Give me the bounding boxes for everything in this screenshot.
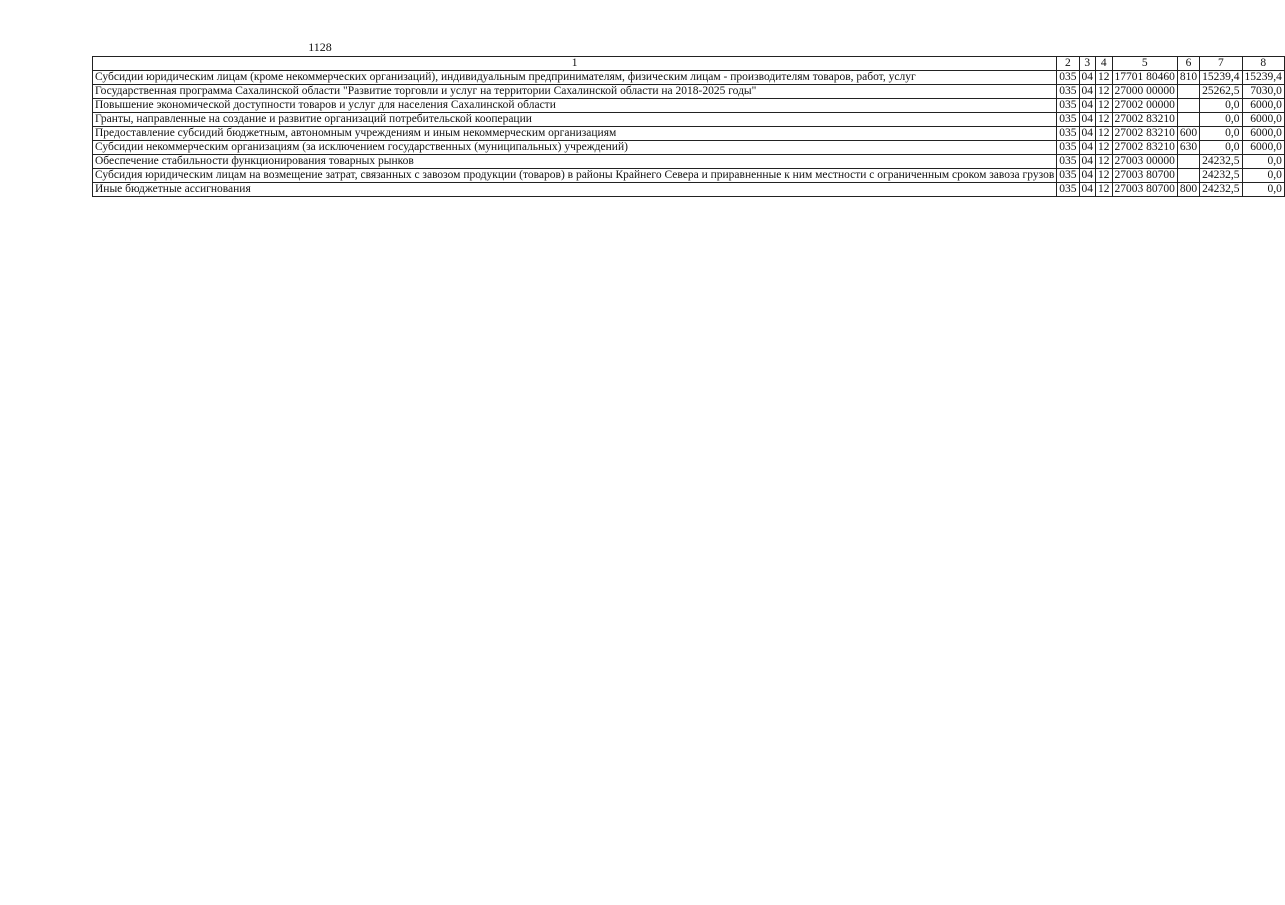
cell-amount-col8: 15239,4 (1242, 71, 1284, 85)
cell-target-article: 27003 80700 (1112, 169, 1177, 183)
cell-amount-col8: 0,0 (1242, 183, 1284, 197)
page-number: 1128 (308, 40, 332, 54)
cell-target-article: 27002 00000 (1112, 99, 1177, 113)
cell-section: 04 (1079, 127, 1096, 141)
cell-amount-col7: 24232,5 (1200, 183, 1242, 197)
cell-amount-col8: 6000,0 (1242, 141, 1284, 155)
cell-section: 04 (1079, 113, 1096, 127)
cell-section: 04 (1079, 183, 1096, 197)
cell-ministry-code: 035 (1057, 71, 1079, 85)
cell-section: 04 (1079, 85, 1096, 99)
cell-amount-col8: 6000,0 (1242, 127, 1284, 141)
column-header: 6 (1177, 57, 1199, 71)
cell-ministry-code: 035 (1057, 141, 1079, 155)
cell-target-article: 27003 80700 (1112, 183, 1177, 197)
cell-section: 04 (1079, 141, 1096, 155)
cell-subsection: 12 (1096, 183, 1113, 197)
cell-subsection: 12 (1096, 113, 1113, 127)
table-row (93, 99, 1285, 113)
row-description: Государственная программа Сахалинской области "Развитие торговли и услуг на территории Сахалинской области на 2018-2025 годы" (93, 85, 1057, 99)
table-row (93, 71, 1285, 85)
cell-amount-col7: 0,0 (1200, 99, 1242, 113)
table-row (93, 141, 1285, 155)
row-description: Предоставление субсидий бюджетным, автономным учреждениям и иным некоммерческим организациям (93, 127, 1057, 141)
cell-amount-col8: 6000,0 (1242, 99, 1284, 113)
cell-amount-col8: 0,0 (1242, 169, 1284, 183)
cell-section: 04 (1079, 169, 1096, 183)
cell-target-article: 27000 00000 (1112, 85, 1177, 99)
cell-target-article: 27002 83210 (1112, 113, 1177, 127)
table-row (93, 127, 1285, 141)
table-row (93, 155, 1285, 169)
cell-target-article: 17701 80460 (1112, 71, 1177, 85)
cell-target-article: 27003 00000 (1112, 155, 1177, 169)
cell-expense-type: 630 (1177, 141, 1199, 155)
cell-subsection: 12 (1096, 85, 1113, 99)
column-header: 4 (1096, 57, 1113, 71)
cell-amount-col7: 15239,4 (1200, 71, 1242, 85)
table-row (93, 85, 1285, 99)
cell-subsection: 12 (1096, 141, 1113, 155)
cell-expense-type (1177, 99, 1199, 113)
cell-ministry-code: 035 (1057, 113, 1079, 127)
cell-target-article: 27002 83210 (1112, 127, 1177, 141)
cell-amount-col8: 7030,0 (1242, 85, 1284, 99)
row-description: Повышение экономической доступности товаров и услуг для населения Сахалинской области (93, 99, 1057, 113)
column-header: 7 (1200, 57, 1242, 71)
cell-expense-type (1177, 169, 1199, 183)
cell-section: 04 (1079, 99, 1096, 113)
cell-expense-type: 600 (1177, 127, 1199, 141)
cell-subsection: 12 (1096, 99, 1113, 113)
cell-expense-type (1177, 85, 1199, 99)
cell-ministry-code: 035 (1057, 85, 1079, 99)
column-header: 8 (1242, 57, 1284, 71)
cell-subsection: 12 (1096, 127, 1113, 141)
cell-expense-type (1177, 155, 1199, 169)
column-header: 3 (1079, 57, 1096, 71)
table-body (93, 71, 1285, 197)
row-description: Иные бюджетные ассигнования (93, 183, 1057, 197)
cell-amount-col7: 25262,5 (1200, 85, 1242, 99)
cell-section: 04 (1079, 155, 1096, 169)
column-header: 2 (1057, 57, 1079, 71)
row-description: Субсидии юридическим лицам (кроме некоммерческих организаций), индивидуальным предпринимателям, физическим лицам - производителям товаров, работ, услуг (93, 71, 1057, 85)
row-description: Гранты, направленные на создание и развитие организаций потребительской кооперации (93, 113, 1057, 127)
cell-ministry-code: 035 (1057, 99, 1079, 113)
column-header: 5 (1112, 57, 1177, 71)
cell-amount-col8: 0,0 (1242, 155, 1284, 169)
budget-table (92, 56, 1285, 197)
cell-subsection: 12 (1096, 169, 1113, 183)
cell-amount-col7: 24232,5 (1200, 169, 1242, 183)
cell-amount-col7: 0,0 (1200, 113, 1242, 127)
cell-amount-col7: 24232,5 (1200, 155, 1242, 169)
header-row (93, 57, 1285, 71)
cell-amount-col8: 6000,0 (1242, 113, 1284, 127)
table-row (93, 183, 1285, 197)
cell-ministry-code: 035 (1057, 127, 1079, 141)
column-header: 1 (93, 57, 1057, 71)
cell-subsection: 12 (1096, 155, 1113, 169)
row-description: Субсидия юридическим лицам на возмещение затрат, связанных с завозом продукции (товаров) в районы Крайнего Севера и приравненные к ним местности с ограниченным сроком завоза грузов (93, 169, 1057, 183)
cell-expense-type: 800 (1177, 183, 1199, 197)
cell-ministry-code: 035 (1057, 169, 1079, 183)
row-description: Субсидии некоммерческим организациям (за исключением государственных (муниципальных) учреждений) (93, 141, 1057, 155)
cell-ministry-code: 035 (1057, 155, 1079, 169)
cell-target-article: 27002 83210 (1112, 141, 1177, 155)
cell-expense-type (1177, 113, 1199, 127)
cell-amount-col7: 0,0 (1200, 127, 1242, 141)
cell-amount-col7: 0,0 (1200, 141, 1242, 155)
cell-subsection: 12 (1096, 71, 1113, 85)
cell-expense-type: 810 (1177, 71, 1199, 85)
table-row (93, 169, 1285, 183)
table-row (93, 113, 1285, 127)
cell-ministry-code: 035 (1057, 183, 1079, 197)
row-description: Обеспечение стабильности функционирования товарных рынков (93, 155, 1057, 169)
cell-section: 04 (1079, 71, 1096, 85)
